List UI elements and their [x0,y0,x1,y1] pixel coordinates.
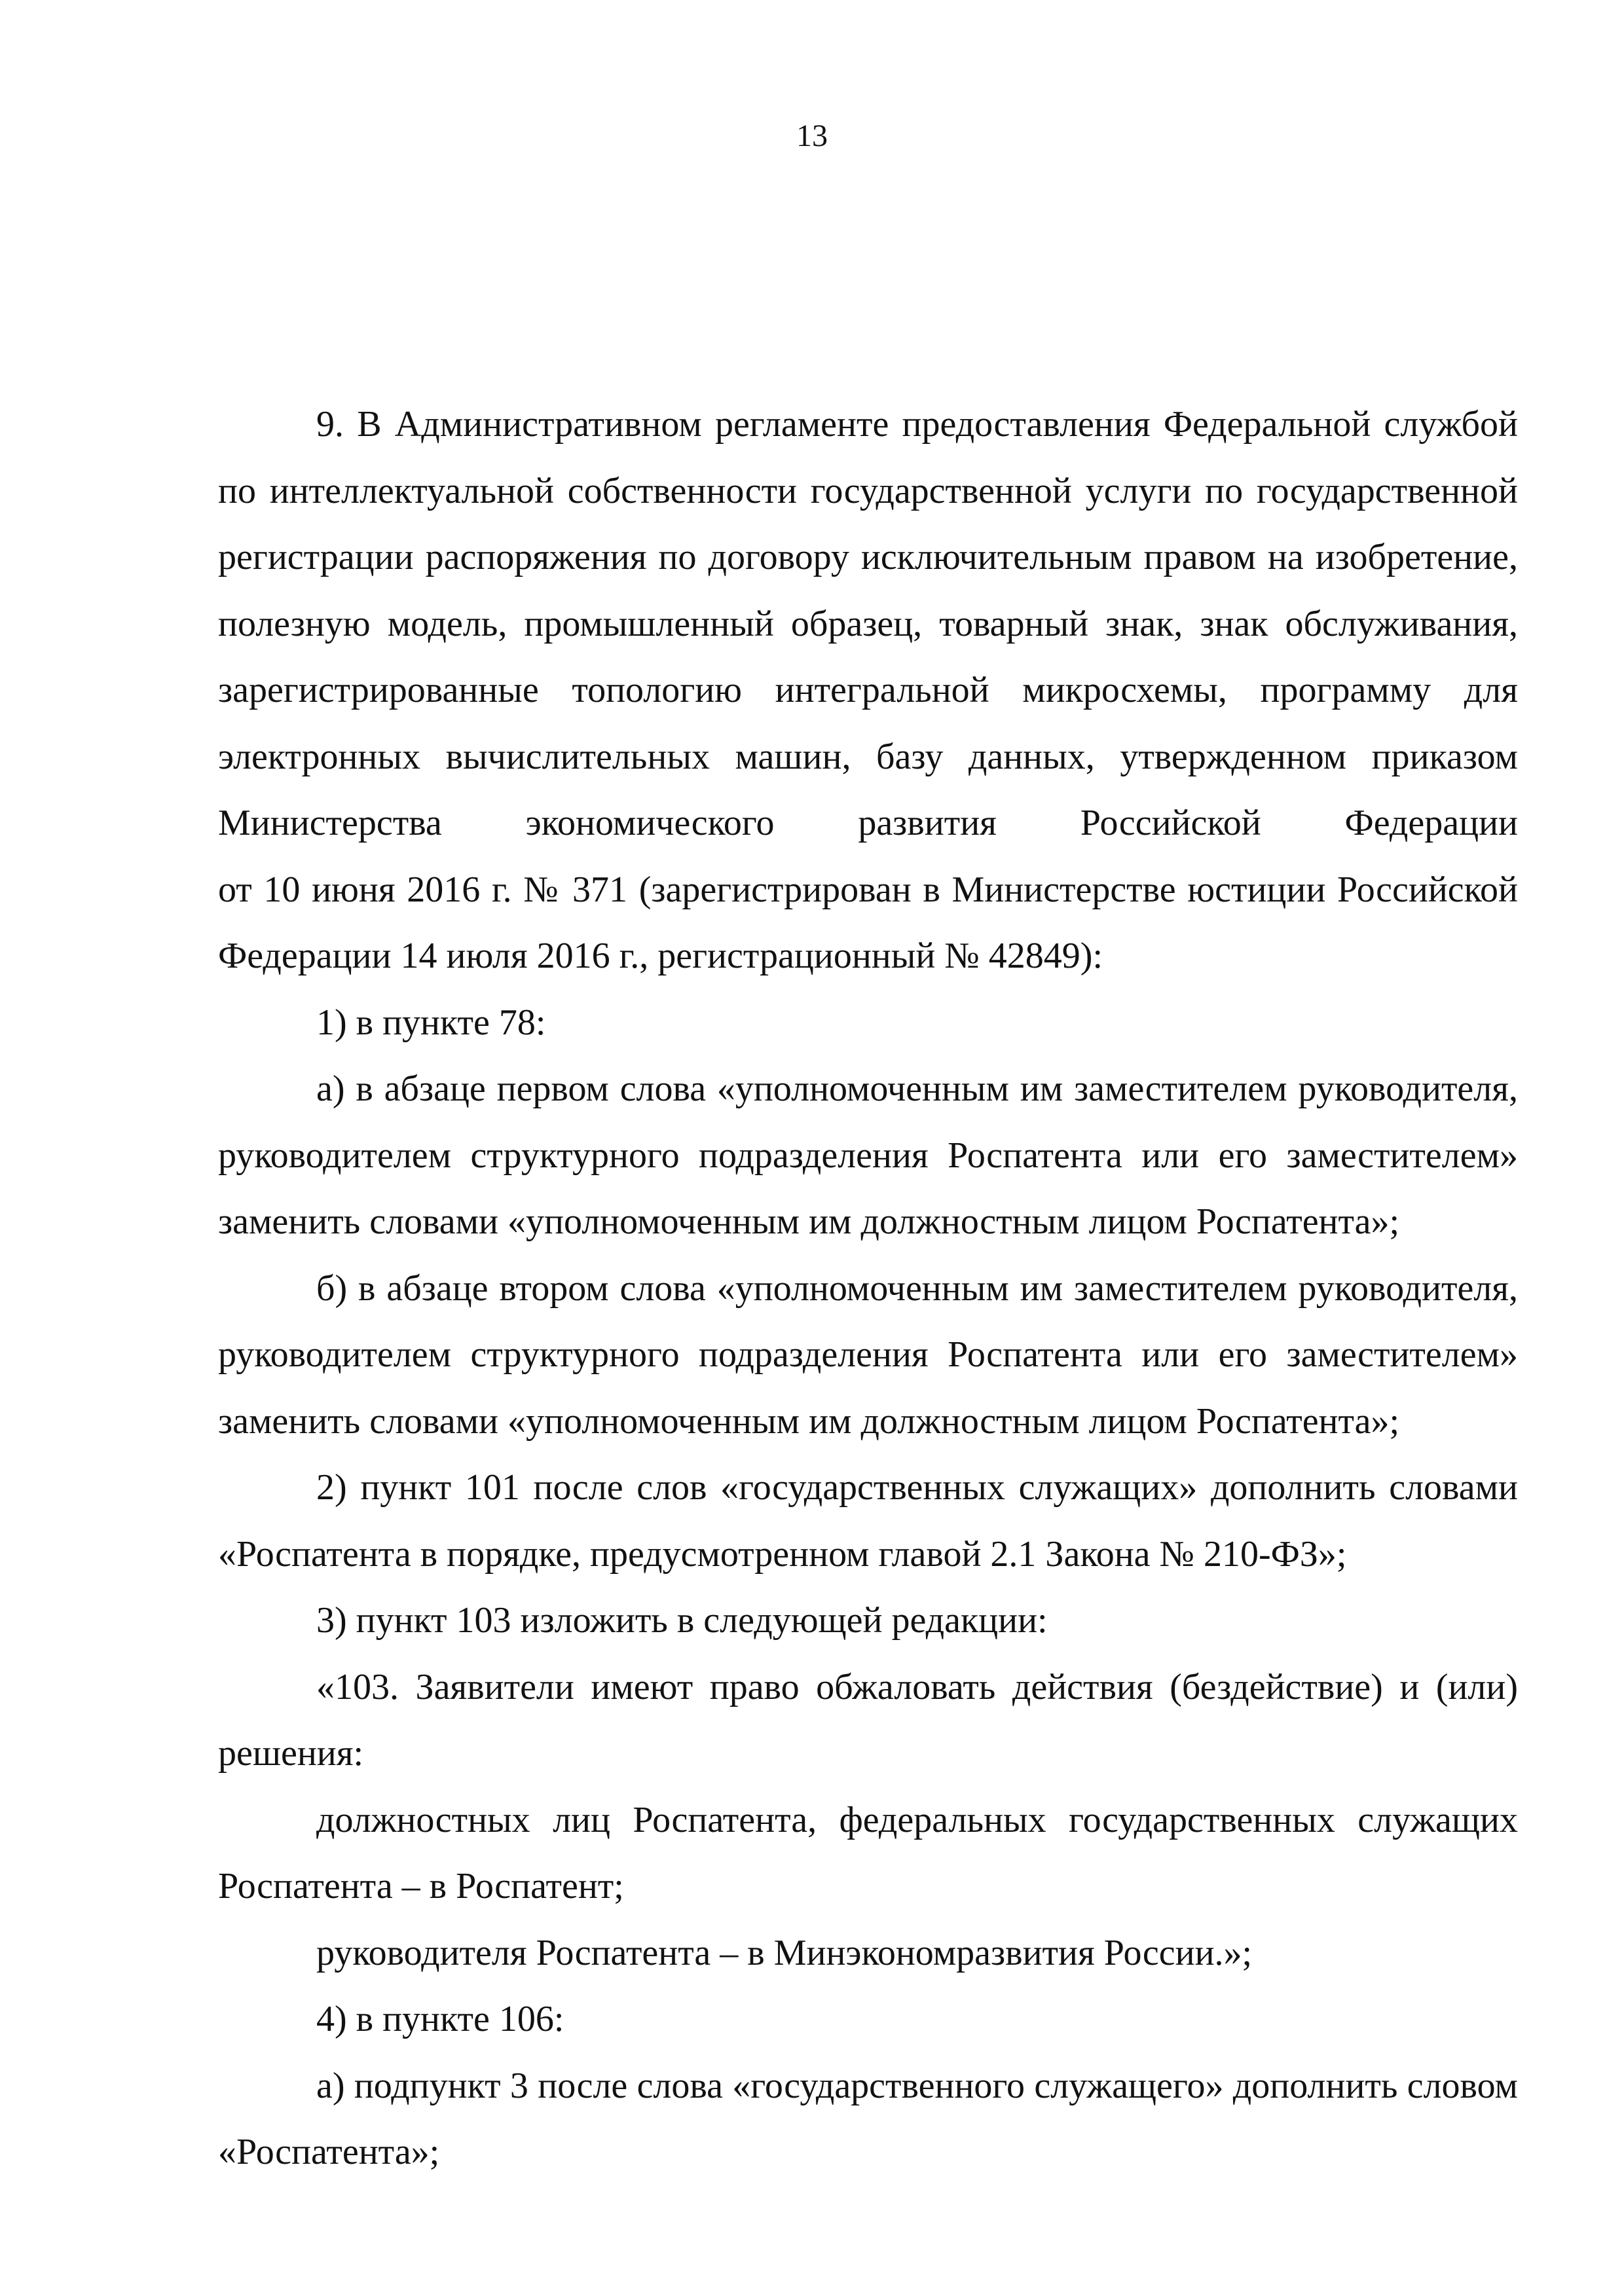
paragraph-item-4a: а) подпункт 3 после слова «государственного служащего» дополнить словом «Роспатента»; [218,2065,1518,2172]
paragraph-9-spread-line [218,790,1518,857]
paragraph-item-3-head: руководителя Роспатента – в Минэкономразвития России.»; [316,1932,1253,1973]
paragraph-item-3-officials: должностных лиц Роспатента, федеральных государственных служащих Роспатента – в Роспатент; [218,1799,1518,1906]
paragraph-9-intro: 9. В Административном регламенте предоставления Федеральной службой по интеллектуальной собственности государственной услуги по государственной регистрации распоряжения по договору исключительным правом на изобретение, полезную модель, промышленный образец, товарный знак, знак обслуживания, зарегистрированные топологию интегральной микросхемы, программу для электронных вычислительных машин, базу данных, утвержденном приказом [218,404,1518,777]
paragraph-item-4: 4) в пункте 106: [316,1999,564,2039]
spread-word: развития [858,803,997,843]
paragraph-item-3-quote: «103. Заявители имеют право обжаловать действия (бездействие) и (или) решения: [218,1666,1518,1774]
paragraph-item-2: 2) пункт 101 после слов «государственных служащих» дополнить словами «Роспатента в порядке, предусмотренном главой 2.1 Закона № 210-ФЗ»; [218,1467,1518,1575]
document-body [218,392,1518,2186]
paragraph-item-1: 1) в пункте 78: [316,1002,546,1043]
spread-word: Федерации [1344,803,1518,843]
paragraph-item-3: 3) пункт 103 изложить в следующей редакции: [316,1600,1048,1641]
spread-word: Министерства [218,803,442,843]
spread-word: Российской [1080,803,1261,843]
paragraph-item-1b: б) в абзаце втором слова «уполномоченным им заместителем руководителя, руководителем структурного подразделения Роспатента или его заместителем» заменить словами «уполномоченным им должностным лицом Роспатента»; [218,1267,1518,1442]
spread-word: экономического [525,803,775,843]
page-number: 13 [796,118,828,153]
paragraph-item-1a: а) в абзаце первом слова «уполномоченным им заместителем руководителя, руководителем структурного подразделения Роспатента или его заместителем» заменить словами «уполномоченным им должностным лицом Роспатента»; [218,1068,1518,1242]
paragraph-9-order: от 10 июня 2016 г. № 371 (зарегистрирован в Министерстве юстиции Российской Федерации 14 июля 2016 г., регистрационный № 42849): [218,869,1518,976]
